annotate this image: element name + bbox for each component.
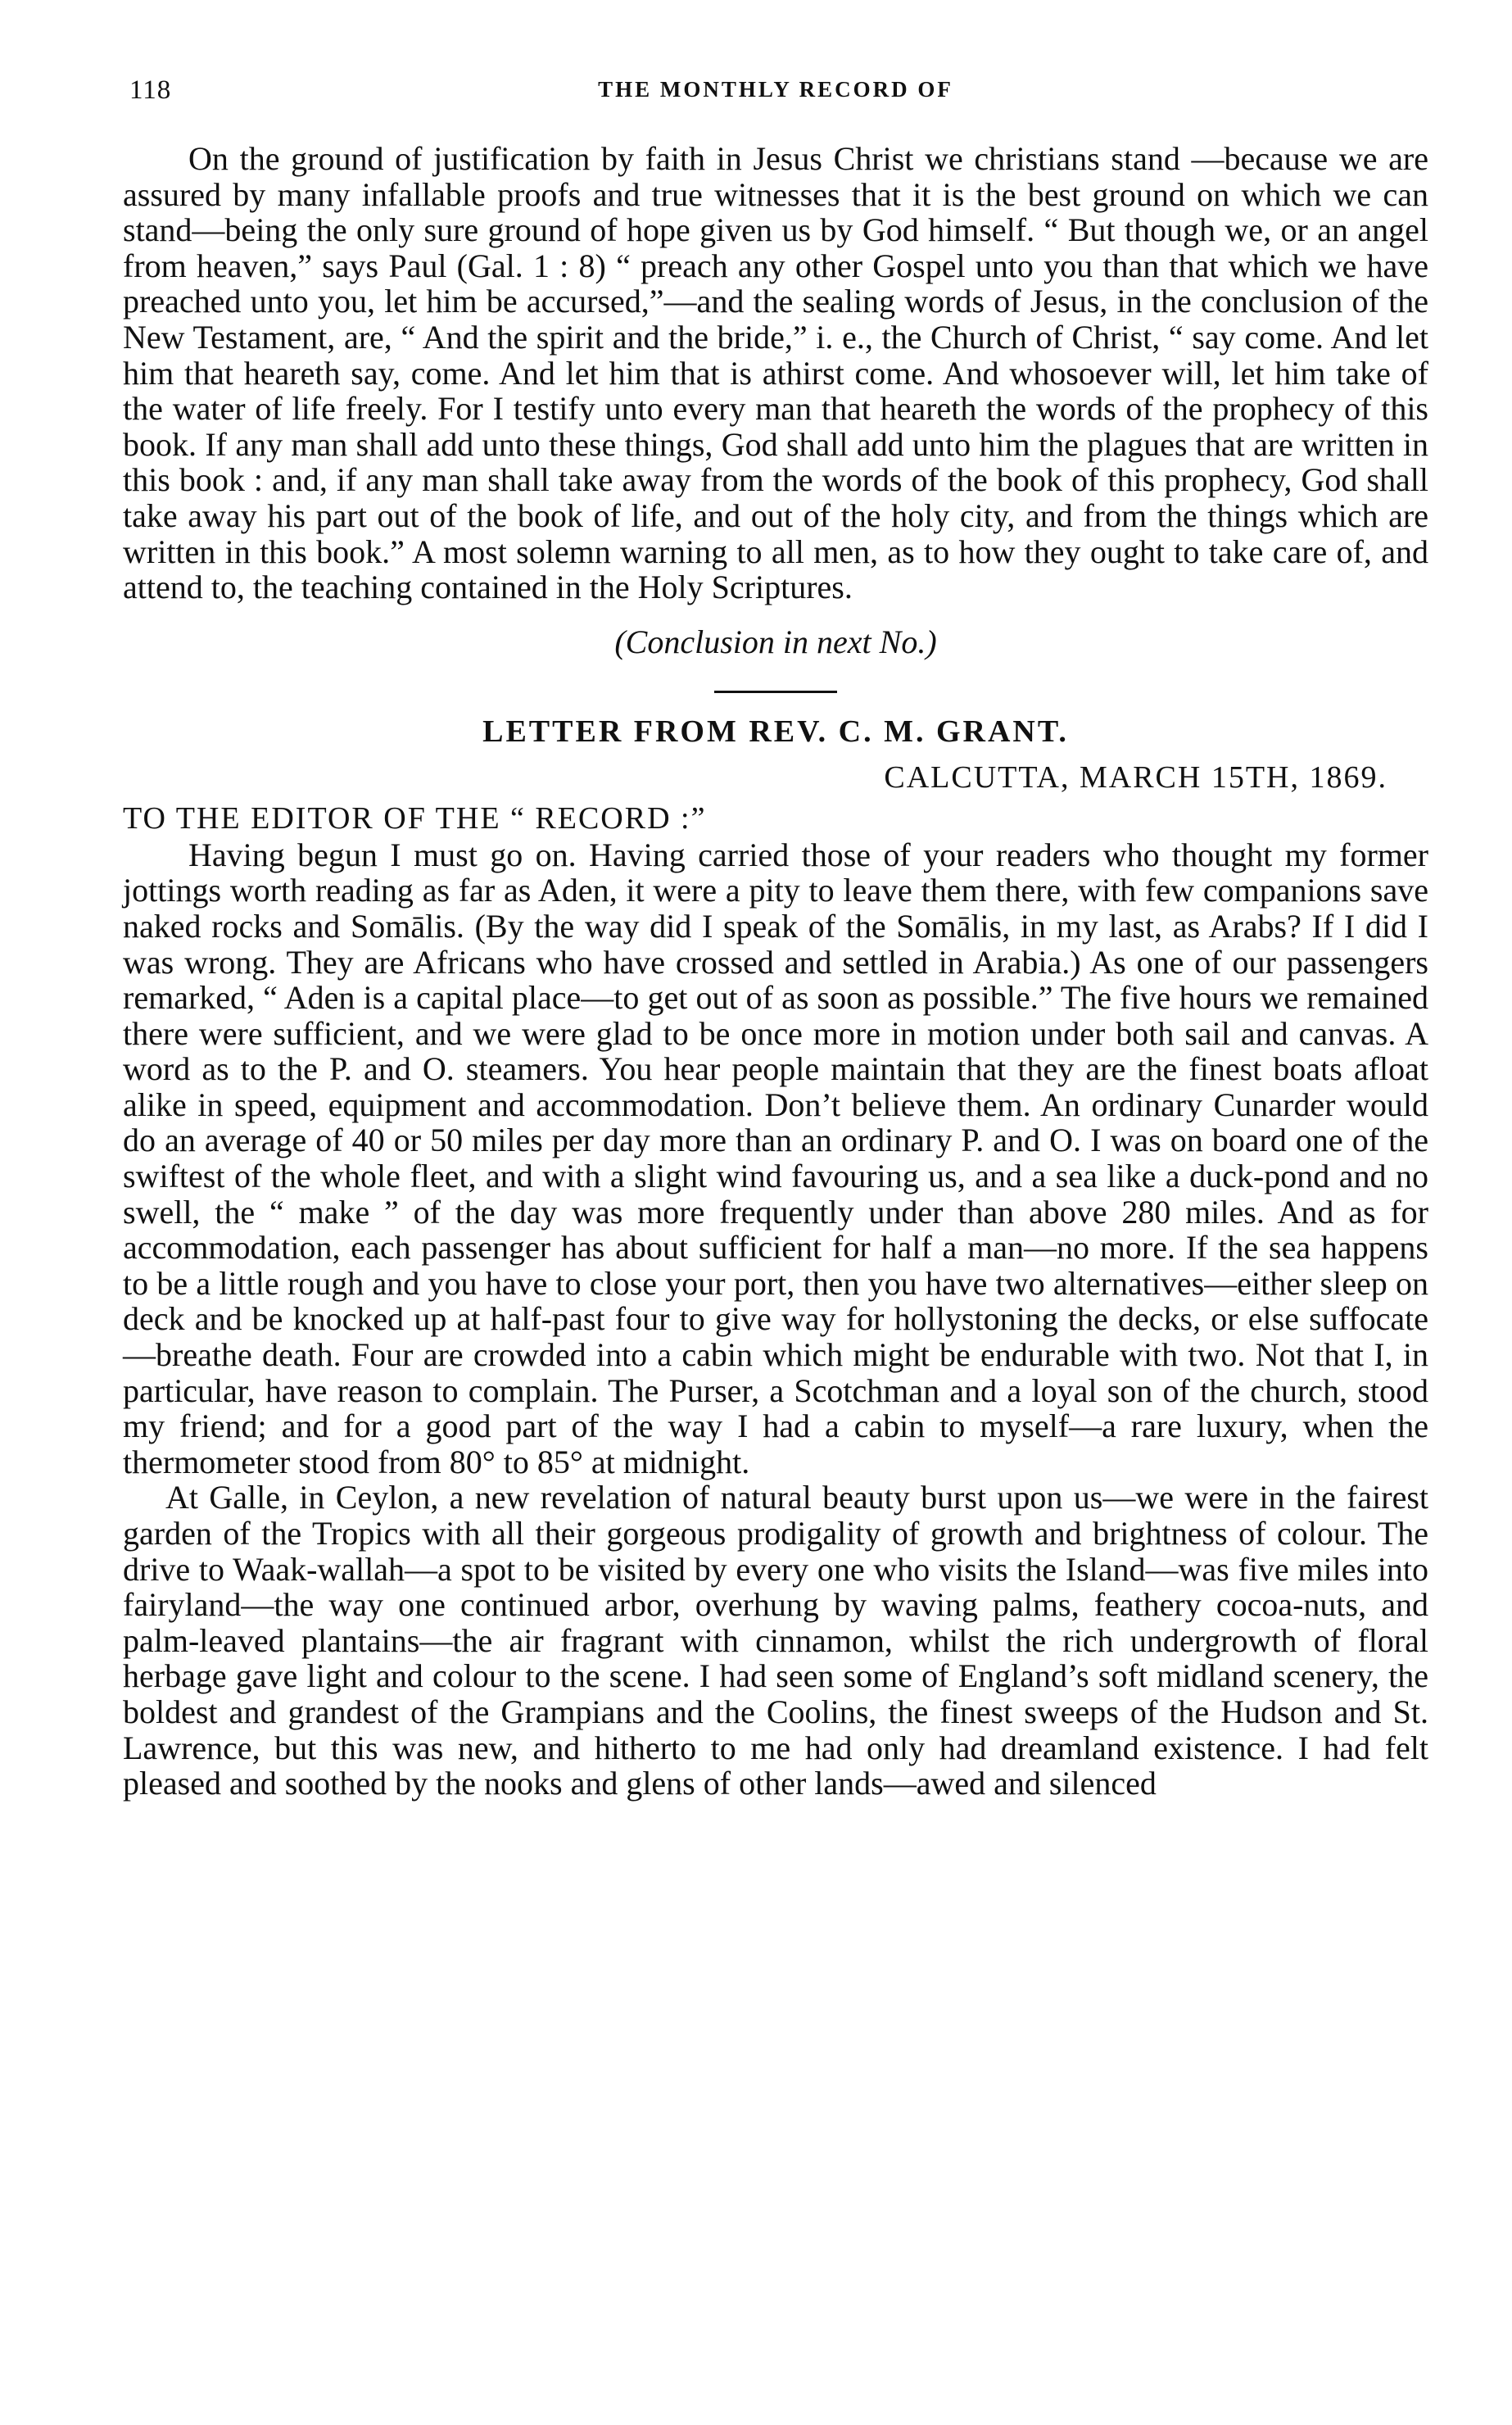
article-paragraph: On the ground of justification by faith in Jesus Christ we christians stand —because we are assured by many infallable proofs and true witnesses that it is the best ground on which we can stand—being the only sure ground of hope given us by God himself. “ But though we, or an angel from heaven,” says Paul (Gal. 1 : 8) “ preach any other Gospel unto you than that which we have preached unto you, let him be accursed,”—and the sealing words of Jesus, in the conclusion of the New Testament, are, “ And the spirit and the bride,” i. e., the Church of Christ, “ say come. And let him that heareth say, come. And let him that is athirst come. And whosoever will, let him take of the water of life freely. For I testify unto every man that heareth the words of the prophecy of this book. If any man shall add unto these things, God shall add unto him the plagues that are written in this book : and, if any man shall take away from the words of the book of this prophecy, God shall take away his part out of the book of life, and out of the holy city, and from the things which are written in this book.” A most solemn warning to all men, as to how they ought to take care of, and attend to, the teaching contained in the Holy Scriptures. [123,140,1428,606]
document-page [123,75,1428,1802]
journal-title: THE MONTHLY RECORD OF [598,77,953,102]
page-number: 118 [129,75,172,105]
letter-paragraph: At Galle, in Ceylon, a new revelation of natural beauty burst upon us—we were in the fairest garden of the Tropics with all their gorgeous prodigality of growth and brightness of colour. The drive to Waak-wallah—a spot to be visited by every one who visits the Island—was five miles into fairyland—the way one continued arbor, overhung by waving palms, feathery cocoa-nuts, and palm-leaved plantains—the air fragrant with cinnamon, whilst the rich undergrowth of floral herbage gave light and colour to the scene. I had seen some of England’s soft midland scenery, the boldest and grandest of the Grampians and the Coolins, the finest sweeps of the Hudson and St. Lawrence, but this was new, and hitherto to me had only had dreamland existence. I had felt pleased and soothed by the nooks and glens of other lands—awed and silenced [123,1479,1428,1802]
running-head [123,75,1428,111]
letter-salutation: TO THE EDITOR OF THE “ RECORD :” [123,800,707,836]
section-divider [714,691,837,693]
letter-paragraph: Having begun I must go on. Having carried those of your readers who thought my former jottings worth reading as far as Aden, it were a pity to leave them there, with few companions save naked rocks and Somālis. (By the way did I speak of the Somālis, in my last, as Arabs? If I did I was wrong. They are Africans who have crossed and settled in Arabia.) As one of our passengers remarked, “ Aden is a capital place—to get out of as soon as possible.” The five hours we remained there were sufficient, and we were glad to be once more in motion under both sail and canvas. A word as to the P. and O. steamers. You hear people maintain that they are the finest boats afloat alike in speed, equipment and accommodation. Don’t believe them. An ordinary Cunarder would do an average of 40 or 50 miles per day more than an ordinary P. and O. I was on board one of the swiftest of the whole fleet, and with a slight wind favouring us, and a sea like a duck-pond and no swell, the “ make ” of the day was more frequently under than above 280 miles. And as for accommodation, each passenger has about sufficient for half a man—no more. If the sea happens to be a little rough and you have to close your port, then you have two alternatives—either sleep on deck and be knocked up at half-past four to give way for hollystoning the decks, or else suffocate—breathe death. Four are crowded into a cabin which might be endurable with two. Not that I, in particular, have reason to complain. The Purser, a Scotchman and a loyal son of the church, stood my friend; and for a good part of the way I had a cabin to myself—a rare luxury, when the thermometer stood from 80° to 85° at midnight. [123,836,1428,1480]
letter-dateline: CALCUTTA, MARCH 15TH, 1869. [884,759,1388,795]
conclusion-note: (Conclusion in next No.) [614,623,937,660]
letter-heading: LETTER FROM REV. C. M. GRANT. [482,714,1069,749]
